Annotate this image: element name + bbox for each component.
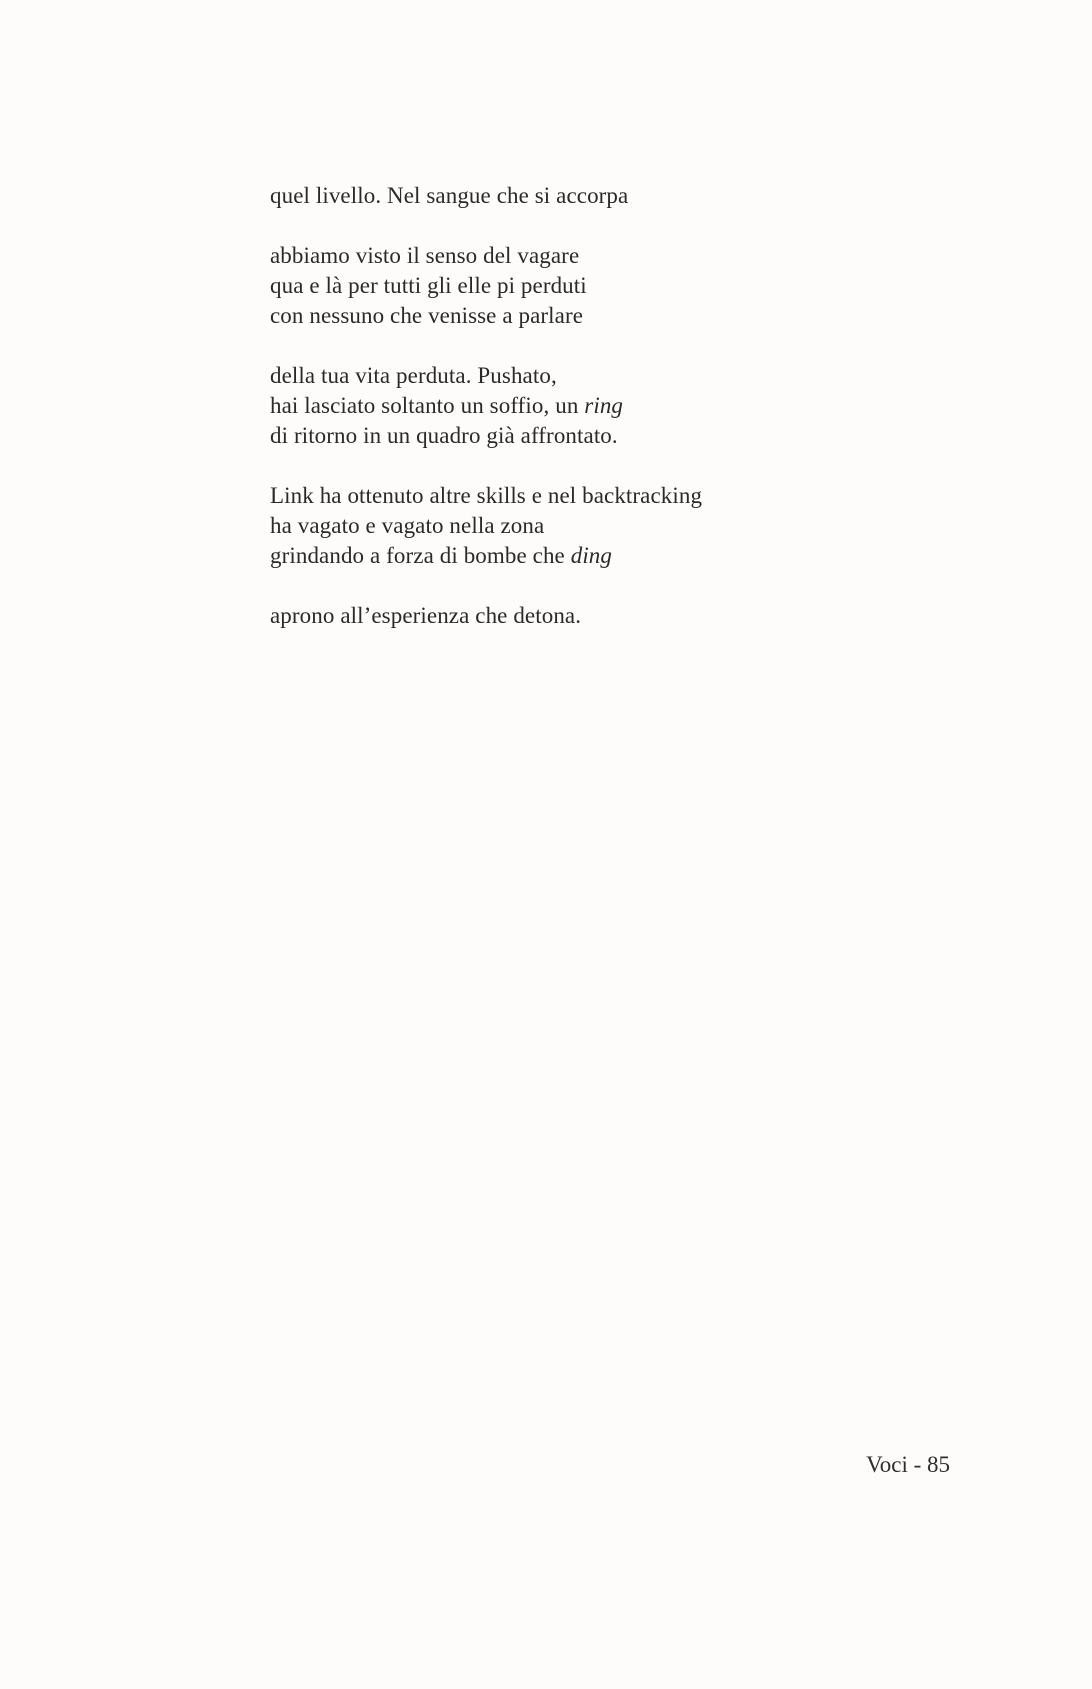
poem-line (270, 541, 970, 571)
poem-stanza (270, 601, 970, 631)
poem-line (270, 301, 970, 331)
line-text: con nessuno che venisse a parlare (270, 303, 584, 328)
poem-line (270, 421, 970, 451)
poem-line (270, 271, 970, 301)
poem-body (270, 181, 970, 661)
poem-line (270, 481, 970, 511)
poem-line (270, 361, 970, 391)
italic-word: ring (584, 393, 624, 418)
poem-stanza (270, 181, 970, 211)
line-text: ha vagato e vagato nella zona (270, 513, 545, 538)
poem-line (270, 391, 970, 421)
line-text: della tua vita perduta. Pushato, (270, 363, 557, 388)
poem-stanza (270, 361, 970, 451)
poem-line (270, 511, 970, 541)
poem-line (270, 181, 970, 211)
line-text: Link ha ottenuto altre skills e nel backtracking (270, 483, 703, 508)
line-text: abbiamo visto il senso del vagare (270, 243, 580, 268)
poem-stanza (270, 481, 970, 571)
line-text: qua e là per tutti gli elle pi perduti (270, 273, 587, 298)
poem-line (270, 241, 970, 271)
line-text: hai lasciato soltanto un soffio, un (270, 393, 585, 418)
line-text: aprono all’esperienza che detona. (270, 603, 582, 628)
line-text: di ritorno in un quadro già affrontato. (270, 423, 618, 448)
italic-word: ding (570, 543, 613, 568)
poem-line (270, 601, 970, 631)
line-text: quel livello. Nel sangue che si accorpa (270, 183, 629, 208)
poem-stanza (270, 241, 970, 331)
line-text: grindando a forza di bombe che (270, 543, 571, 568)
page-footer-running-head: Voci - 85 (866, 1452, 950, 1477)
